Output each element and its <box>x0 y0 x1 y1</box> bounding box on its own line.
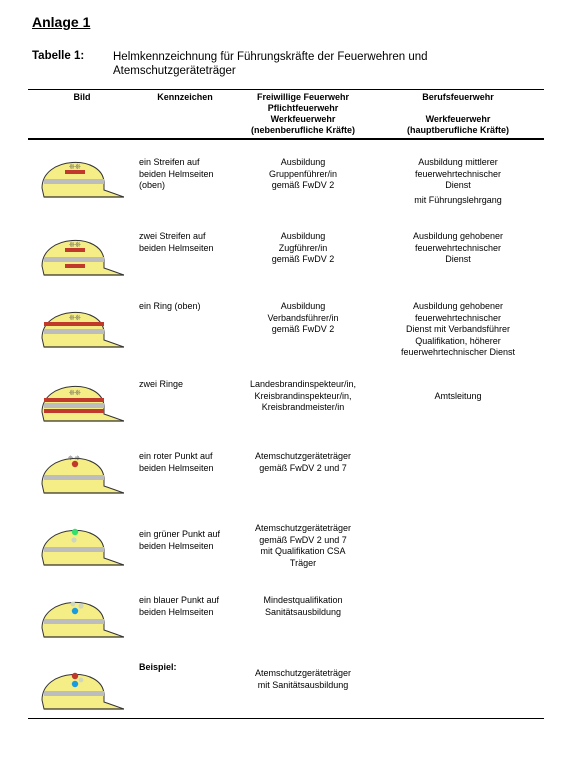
table-top-rule <box>28 89 544 90</box>
row-3-kennzeichen <box>139 301 239 313</box>
text-line: ein Streifen auf <box>139 157 200 167</box>
header-freiwillig-line: (nebenberufliche Kräfte) <box>250 125 355 135</box>
row-7-freiwillig <box>238 595 368 618</box>
row-6-kennzeichen <box>139 529 239 552</box>
text-line: mit Qualifikation CSA <box>260 546 346 556</box>
header-freiwillige-feuerwehr <box>238 92 368 136</box>
text-line: beiden Helmseiten <box>139 462 214 473</box>
text-line: Atemschutzgeräteträger <box>254 523 352 533</box>
page-title: Anlage 1 <box>32 14 91 30</box>
text-line: ein grüner Punkt auf <box>139 529 221 539</box>
svg-text:❊❊: ❊❊ <box>69 315 81 322</box>
text-line: Ausbildung <box>280 157 326 167</box>
text-line: Dienst <box>445 180 471 190</box>
row-1-beruf <box>380 157 536 206</box>
text-line: gemäß FwDV 2 <box>271 254 335 264</box>
header-beruf-line: Berufsfeuerwehr <box>422 92 494 102</box>
svg-text:❊❊: ❊❊ <box>69 390 81 397</box>
text-line: beiden Helmseiten <box>139 168 214 179</box>
text-line: gemäß FwDV 2 <box>271 324 335 334</box>
text-line: Ausbildung <box>280 231 326 241</box>
header-beruf-line <box>388 103 528 114</box>
header-freiwillig-line: Pflichtfeuerwehr <box>267 103 339 113</box>
helmet-red-blue-dots-icon <box>38 662 124 714</box>
text-line: Ausbildung mittlerer <box>418 157 498 167</box>
text-line: Mindestqualifikation <box>263 595 343 605</box>
helmet-two-rings-icon <box>38 374 124 426</box>
text-line: beiden Helmseiten <box>139 606 214 617</box>
text-line: gemäß FwDV 2 <box>271 180 335 190</box>
header-berufsfeuerwehr <box>388 92 528 136</box>
text-line: feuerwehrtechnischer <box>414 312 502 323</box>
row-7-kennzeichen <box>139 595 239 618</box>
row-6-freiwillig <box>238 523 368 569</box>
text-line: Zugführer/in <box>278 242 328 253</box>
text-line: feuerwehrtechnischer Dienst <box>400 347 516 357</box>
text-line: feuerwehrtechnischer <box>414 242 502 253</box>
row-3-freiwillig <box>238 301 368 336</box>
text-line: beiden Helmseiten <box>139 242 214 253</box>
header-bottom-rule <box>28 138 544 140</box>
table-bottom-rule <box>28 718 544 719</box>
svg-text:❊ ❊: ❊ ❊ <box>68 456 80 462</box>
row-5-freiwillig <box>238 451 368 474</box>
text-line: Träger <box>289 557 317 568</box>
header-kennzeichen: Kennzeichen <box>157 92 213 102</box>
header-beruf-line: (hauptberufliche Kräfte) <box>406 125 509 135</box>
text-line: Sanitätsausbildung <box>264 606 342 617</box>
helmet-red-dot-icon <box>38 446 124 498</box>
text-line: Kreisbrandmeister/in <box>261 402 345 412</box>
header-bild: Bild <box>73 92 91 102</box>
row-4-freiwillig <box>238 379 368 414</box>
text-line: (oben) <box>139 180 166 190</box>
helmet-one-ring-icon <box>38 300 124 352</box>
text-line: Ausbildung gehobener <box>412 301 504 311</box>
text-line: Atemschutzgeräteträger <box>254 668 352 678</box>
text-line: Dienst <box>445 254 471 264</box>
text-line: Kreisbrandinspekteur/in, <box>254 390 352 401</box>
text-line: Ausbildung <box>280 301 326 311</box>
helmet-blue-dot-icon <box>38 590 124 642</box>
text-line: Qualifikation, höherer <box>415 335 501 346</box>
row-2-kennzeichen <box>139 231 239 254</box>
row-1-freiwillig <box>238 157 368 192</box>
table-label: Tabelle 1: <box>32 50 85 62</box>
text-line: Verbandsführer/in <box>267 312 339 323</box>
table-caption <box>113 50 533 78</box>
text-line: zwei Streifen auf <box>139 231 206 241</box>
table-caption-line-2: Atemschutzgeräteträger <box>113 65 236 77</box>
header-beruf-line: Werkfeuerwehr <box>425 114 491 124</box>
text-line: gemäß FwDV 2 und 7 <box>259 534 347 545</box>
row-8-freiwillig <box>238 668 368 691</box>
helmet-two-stripes-icon <box>38 228 124 280</box>
header-freiwillig-line: Werkfeuerwehr <box>270 114 336 124</box>
header-freiwillig-line: Freiwillige Feuerwehr <box>256 92 350 102</box>
text-line: feuerwehrtechnischer <box>414 168 502 179</box>
text-line: Beispiel: <box>139 662 177 672</box>
text-line: Dienst mit Verbandsführer <box>405 324 511 334</box>
row-4-beruf <box>380 391 536 403</box>
text-line: mit Führungslehrgang <box>414 194 502 205</box>
text-line: gemäß FwDV 2 und 7 <box>259 462 347 473</box>
text-line: Landesbrandinspekteur/in, <box>249 379 357 389</box>
text-line: ein roter Punkt auf <box>139 451 213 461</box>
helmet-green-dot-icon <box>38 518 124 570</box>
text-line: zwei Ringe <box>139 379 184 389</box>
row-8-kennzeichen <box>139 662 239 674</box>
text-line: ein blauer Punkt auf <box>139 595 220 605</box>
row-2-freiwillig <box>238 231 368 266</box>
text-line: Ausbildung gehobener <box>412 231 504 241</box>
text-line: mit Sanitätsausbildung <box>257 679 349 690</box>
row-3-beruf <box>380 301 536 359</box>
text-line: Atemschutzgeräteträger <box>254 451 352 461</box>
helmet-one-stripe-icon <box>38 150 124 202</box>
row-2-beruf <box>380 231 536 266</box>
text-line: ein Ring (oben) <box>139 301 201 311</box>
svg-text:❊❊: ❊❊ <box>69 164 81 171</box>
text-line: Gruppenführer/in <box>268 168 338 179</box>
text-line: beiden Helmseiten <box>139 540 214 551</box>
table-caption-line-1: Helmkennzeichnung für Führungskräfte der Feuerwehren und <box>113 51 428 63</box>
text-line: Amtsleitung <box>434 391 482 401</box>
row-4-kennzeichen <box>139 379 239 391</box>
svg-text:❊❊: ❊❊ <box>69 242 81 249</box>
row-1-kennzeichen <box>139 157 239 192</box>
row-5-kennzeichen <box>139 451 239 474</box>
